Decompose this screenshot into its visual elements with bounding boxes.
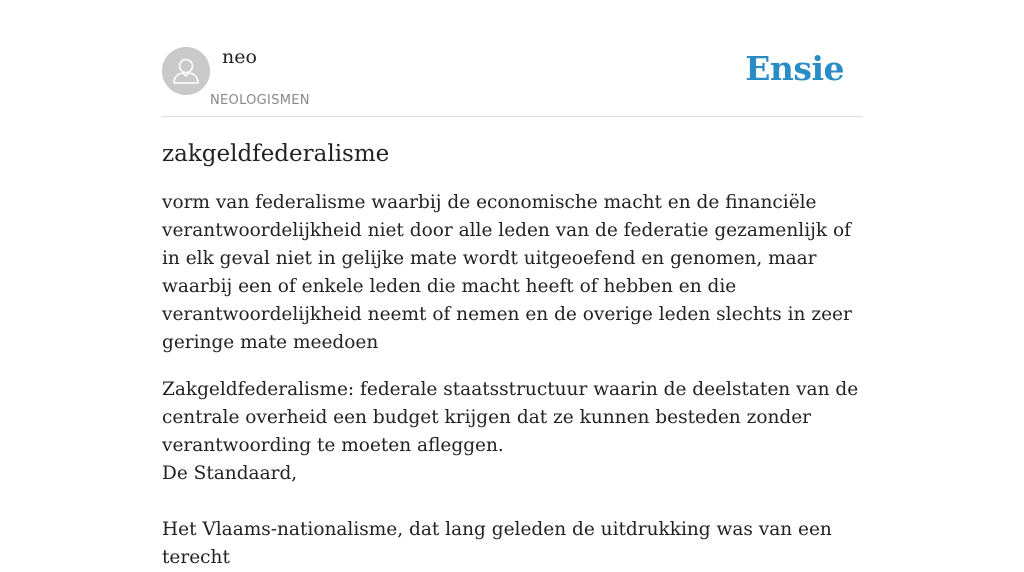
avatar-silhouette	[162, 47, 210, 95]
entry-definition: vorm van federalisme waarbij de economische macht en de financiële verantwoordelijkheid niet door alle leden van de federatie gezamenlijk of in elk geval niet in gelijke mate wordt uitgeoefend en genomen, maar waarbij een of enkele leden die macht heeft of hebben en die verantwoordelijkheid neemt of nemen en de overige leden slechts in zeer geringe mate meedoen	[162, 192, 852, 353]
user-avatar-icon[interactable]	[162, 47, 210, 95]
username-link[interactable]: neo	[222, 46, 257, 68]
entry-example: Zakgeldfederalisme: federale staatsstructuur waarin de deelstaten van de centrale overheid een budget krijgen dat ze kunnen besteden zonder verantwoording te moeten afleggen. De Standaard, Het Vlaams-nationalisme, dat lang geleden de uitdrukking was van een terecht	[162, 379, 859, 568]
category-label[interactable]: NEOLOGISMEN	[210, 93, 310, 108]
entry-header	[162, 0, 862, 117]
entry-content	[162, 138, 862, 572]
ensie-logo[interactable]: Ensie	[745, 49, 844, 88]
entry-title: zakgeldfederalisme	[162, 141, 390, 167]
